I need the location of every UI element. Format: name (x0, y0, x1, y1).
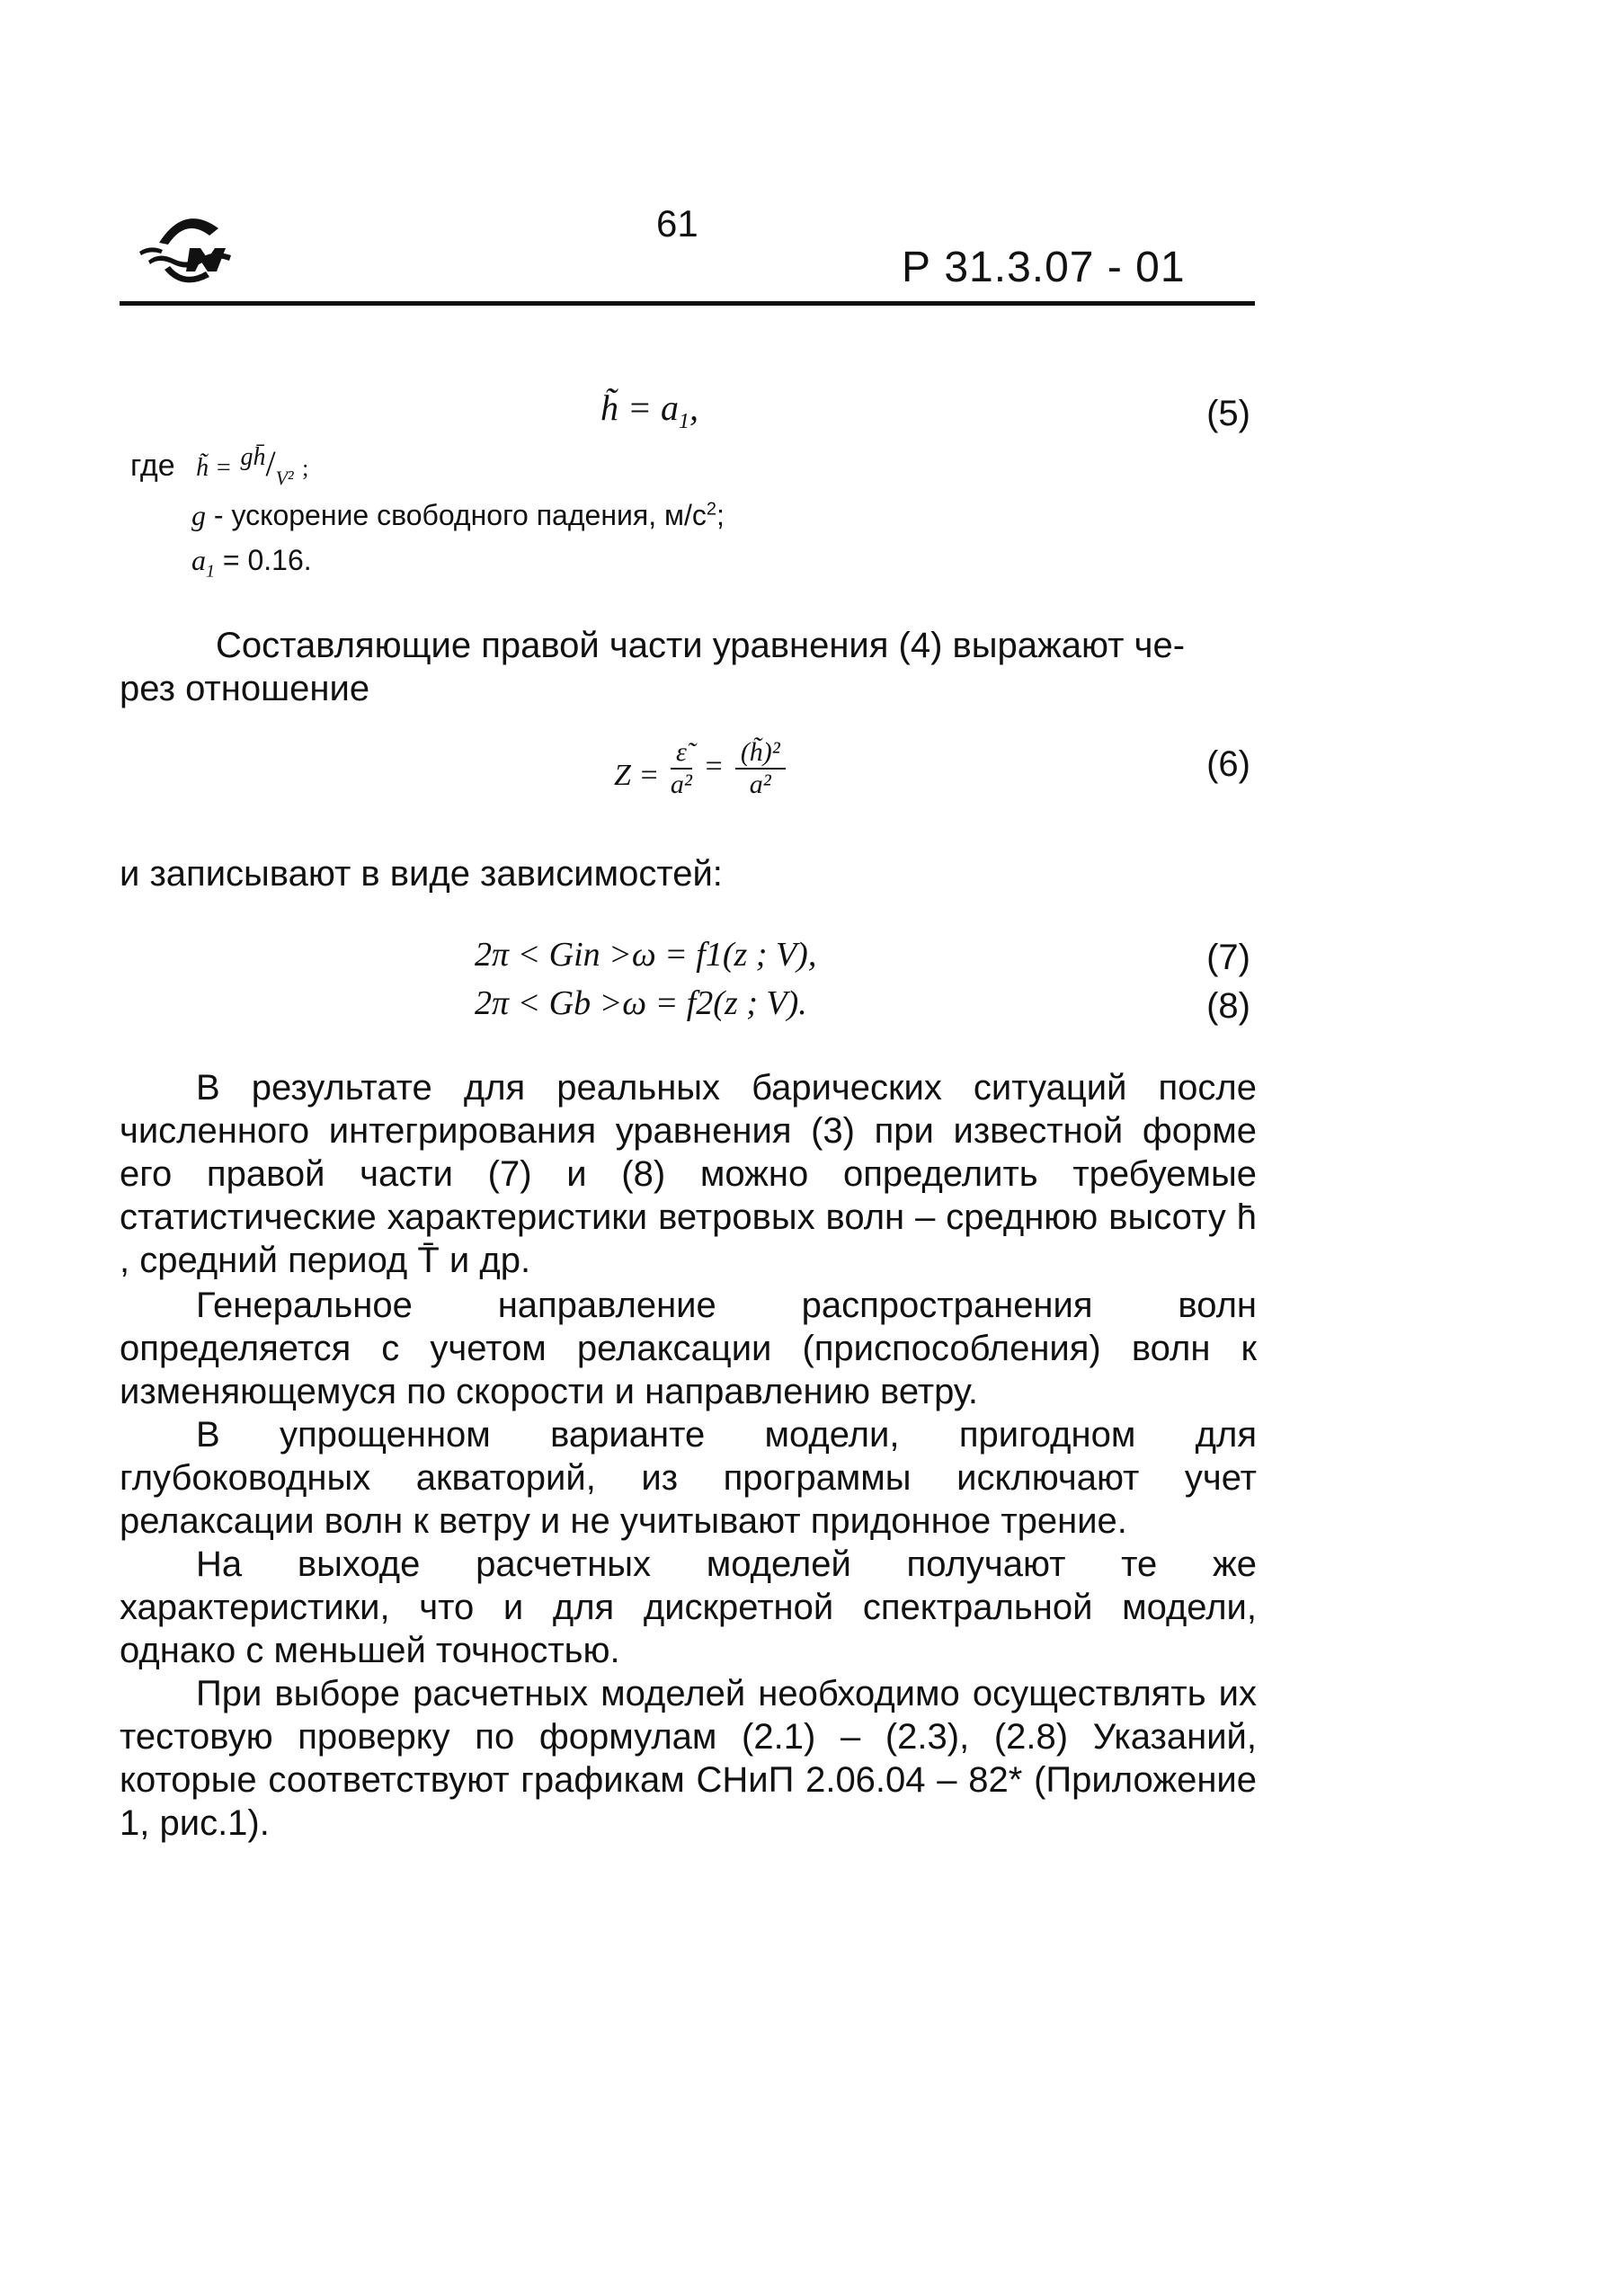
equation-6-number: (6) (1206, 744, 1250, 784)
paragraph-2: и записывают в виде зависимостей: (120, 854, 723, 894)
equation-5 (600, 387, 698, 434)
paragraph-7: При выборе расчетных моделей необходимо осуществлять их тестовую проверку по формулам (2.1) – (2.3), (2.8) Указаний, которые соответствуют графикам СНиП 2.06.04 – 82* (Приложение 1, рис.1). (120, 1674, 1257, 1843)
eq6-lhs: Z = (614, 758, 660, 792)
equation-6 (614, 737, 789, 800)
equation-8-number: (8) (1206, 986, 1250, 1026)
g-sup: 2 (706, 499, 716, 520)
g-definition (191, 499, 725, 532)
paragraph-6: На выходе расчетных моделей получают те же характеристики, что и для дискретной спектральной модели, однако с меньшей точностью. (120, 1544, 1257, 1670)
eq6-f1-den: a² (670, 770, 692, 799)
eq5-sub: 1 (679, 410, 689, 433)
h-def-slash: / (265, 443, 276, 484)
eq5-lhs: h̃ (600, 387, 618, 428)
eq6-fraction-1 (671, 737, 692, 800)
eq6-f2-den: a² (749, 770, 771, 799)
page-number: 61 (656, 202, 698, 245)
document-code: Р 31.3.07 - 01 (902, 244, 1186, 291)
eq5-rhs: = a (627, 387, 679, 428)
header-divider (120, 301, 1255, 306)
a1-sub: 1 (206, 561, 215, 582)
paragraph-1-line-2: рез отношение (120, 669, 370, 708)
equation-8: 2π < Gb >ω = f2(z ; V). (475, 984, 807, 1022)
a1-symbol: a (191, 544, 206, 576)
equation-5-number: (5) (1206, 394, 1250, 433)
eq6-f2-num: (h̃)² (735, 737, 786, 770)
g-text: - ускорение свободного падения, м/с (206, 499, 707, 531)
publisher-logo-icon (132, 209, 240, 294)
h-def-den: V² (275, 467, 294, 489)
paragraph-5: В упрощенном варианте модели, пригодном для глубоководных акваторий, из программы исключают учет релаксации волн к ветру и не учитывают придонное трение. (120, 1415, 1257, 1541)
where-definition (130, 442, 309, 489)
eq6-f1-num: ε̃ (671, 737, 692, 770)
a1-value: = 0.16. (215, 544, 312, 576)
g-tail: ; (716, 499, 725, 531)
eq6-fraction-2 (735, 737, 786, 800)
paragraph-3: В результате для реальных барических ситуаций после численного интегрирования уравнения (3) при известной форме его правой части (7) и (8) можно определить требуемые статистические характеристики ветровых волн – среднюю высоту h̄ , средний период T̄ и др. (120, 1068, 1257, 1280)
a1-definition (191, 544, 312, 582)
h-def-lhs: h̃ = (196, 454, 232, 482)
h-def-tail: ; (302, 455, 309, 481)
h-def-num: gh̄ (240, 443, 266, 471)
paragraph-4: Генеральное направление распространения волн определяется с учетом релаксации (приспособления) волн к изменяющемуся по скорости и направлению ветру. (120, 1286, 1257, 1411)
where-label: где (130, 449, 175, 483)
equation-7: 2π < Gin >ω = f1(z ; V), (475, 936, 817, 974)
equation-7-number: (7) (1206, 938, 1250, 977)
paragraph-1-line-1: Составляющие правой части уравнения (4) выражают че- (216, 626, 1186, 665)
eq5-tail: , (689, 387, 698, 428)
g-symbol: g (191, 499, 206, 531)
eq6-equals: = (703, 749, 725, 783)
